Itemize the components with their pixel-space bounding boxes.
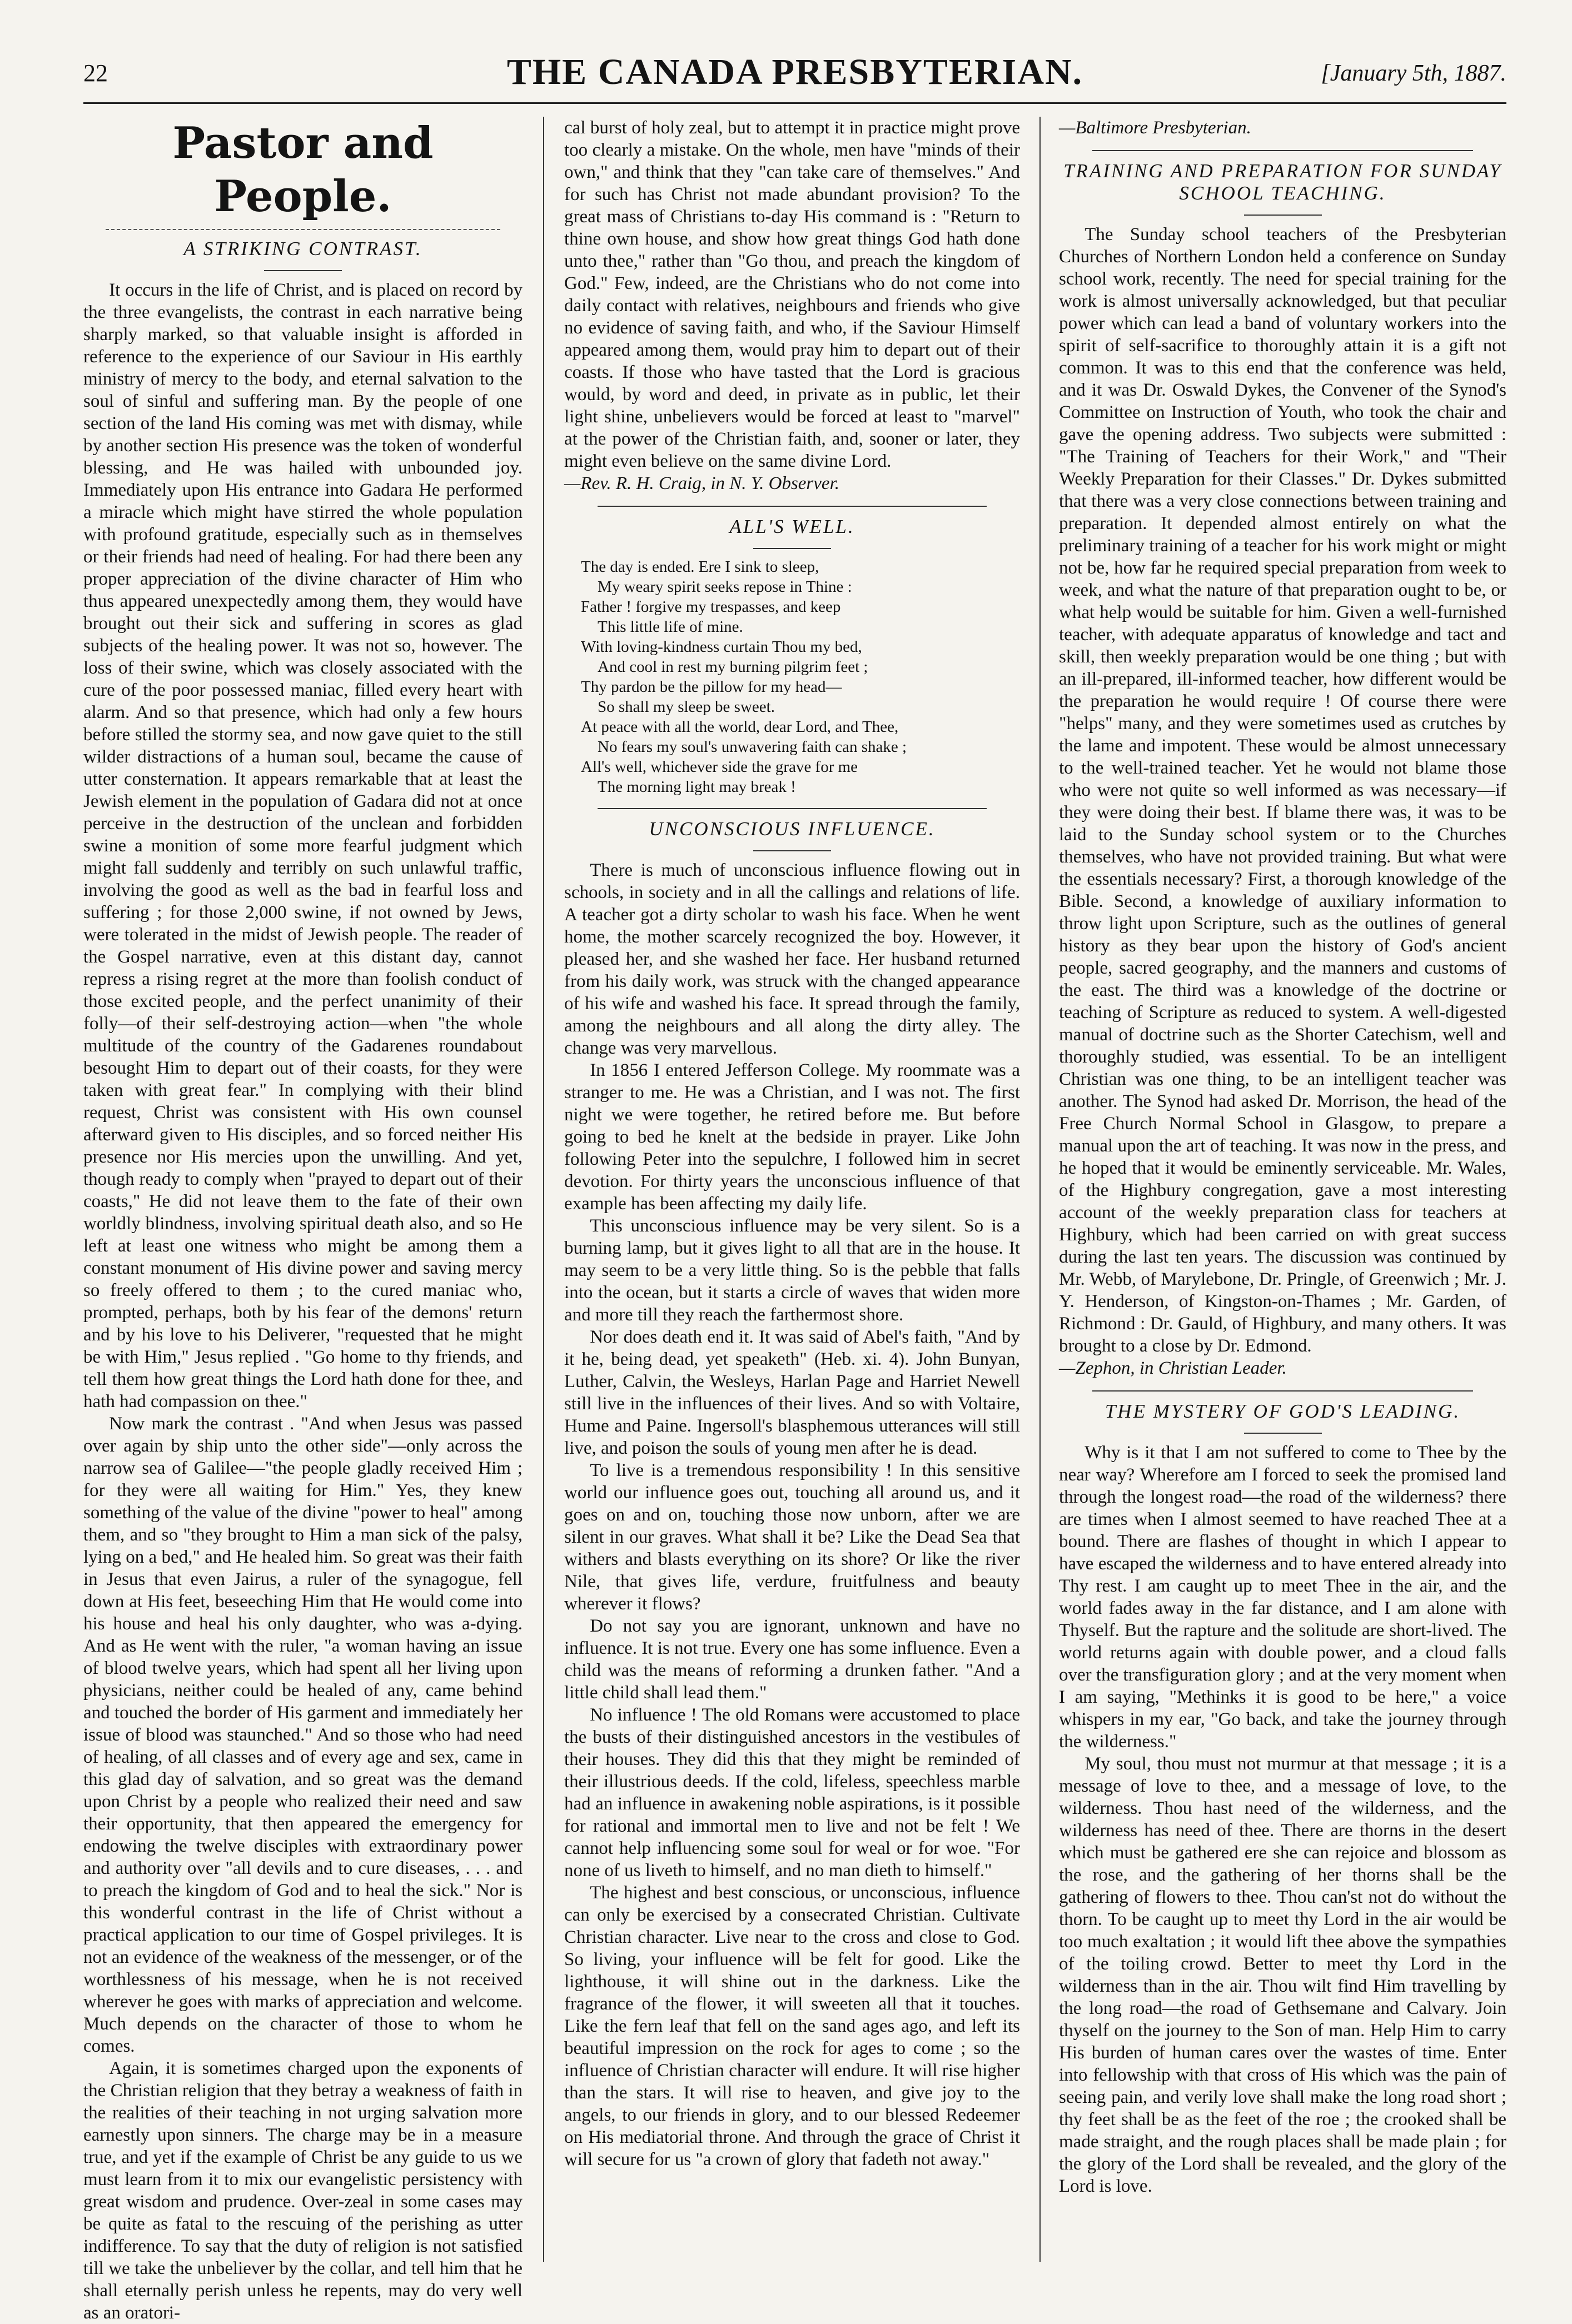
paragraph: My soul, thou must not murmur at that message ; it is a message of love to thee, and a message of love, to the wilderness. Thou hast need of the wilderness, and the wilderness has need of thee. There are thorns in the desert which must be gathered ere she can rejoice and blossom as the rose, and the gathering of her thorns shall be the gathering of flowers to thee. Thou can'st not do without the thorn. To be caught up to meet thy Lord in the air would be too much exaltation ; it would lift thee above the sympathies of the toiling crowd. Better to meet thy Lord in the wilderness than in the air. Thou wilt find Him travelling by the long road—the road of Gethsemane and Calvary. Join thyself on the journey to the Son of man. Help Him to carry His burden of human cares over the wastes of time. Enter into fellowship with that cross of His which was the pain of seeing pain, and verily love shall make the long road short ; thy feet shall be as the feet of the roe ; the crooked shall be made straight, and the rough places shall be made plain ; for the glory of the Lord shall be revealed, and the glory of the Lord is love. xyxy=(1059,1754,1506,2196)
column-3 xyxy=(1059,117,1506,2262)
divider xyxy=(598,808,987,809)
poem-line: At peace with all the world, dear Lord, and Thee, xyxy=(581,718,899,736)
paragraph: It occurs in the life of Christ, and is placed on record by the three evangelists, the contrast in each narrative being sharply marked, so that valuable insight is afforded in reference to the experience of our Saviour in His earthly ministry of mercy to the body, and eternal salvation to the soul of sinful and suffering man. By the people of one section of the land His coming was met with dismay, while by another section His presence was the token of wonderful blessing, and He was hailed with unbounded joy. Immediately upon His entrance into Gadara He performed a miracle which might have stirred the whole population with profound gratitude, especially such as in themselves or their friends had need of healing. For had there been any proper appreciation of the divine character of Him who thus appeared unexpectedly among them, they would have brought out their sick and suffering in scores as glad subjects of the healing power. It was not so, however. The loss of their swine, which was closely associated with the cure of the poor possessed maniac, filled every heart with alarm. And so that presence, which had only a few hours before stilled the stormy sea, and now gave quiet to the still wilder distractions of a human soul, became the cause of utter consternation. It appears remarkable that at least the Jewish element in the population of Gadara did not at once perceive in the destruction of the unclean and forbidden swine a monition of some more fearful judgment which might fall suddenly and terribly on such unlawful traffic, involving the good as well as the bad in fearful loss and suffering ; for those 2,000 swine, if not owned by Jews, were tolerated in the midst of Jewish people. The reader of the Gospel narrative, even at this distant day, cannot repress a rising regret at the more than foolish conduct of those excited people, and the perfect unanimity of their folly—of their self-destroying action—when "the whole multitude of the country of the Gadarenes roundabout besought Him to depart out of their coasts, for they were taken with great fear." In complying with their blind request, Christ was consistent with His own counsel afterward given to His disciples, and so forced neither His presence nor His mercies upon the unwilling. And yet, though ready to comply when "prayed to depart out of their coasts," He did not leave them to the fate of their own worldly blindness, involving spiritual death also, and so He left at least one witness who might be among them a constant monument of His divine power and saving mercy so freely offered to them ; to the cured maniac who, prompted, perhaps, both by his fear of the demons' return and by his love to his Deliverer, "requested that he might be with Him," Jesus replied . "Go home to thy friends, and tell them how great things the Lord hath done for thee, and hath had compassion on thee." xyxy=(83,280,523,1412)
divider xyxy=(1092,1390,1473,1392)
article-title-training: TRAINING AND PREPARATION FOR SUNDAY SCHOOL TEACHING. xyxy=(1063,160,1502,204)
article-title-mystery: THE MYSTERY OF GOD'S LEADING. xyxy=(1105,1400,1461,1422)
poem-line: So shall my sleep be sweet. xyxy=(598,698,775,716)
poem-line: All's well, whichever side the grave for me xyxy=(581,758,858,776)
column-rule xyxy=(1039,117,1041,2262)
paragraph: Now mark the contrast . "And when Jesus was passed over again by ship unto the other side"—only across the narrow sea of Galilee—"the people gladly received Him ; for they were all waiting for Him." Yes, they knew something of the value of the divine "power to heal" among them, and so "they brought to Him a man sick of the palsy, lying on a bed," and He healed him. So great was their faith in Jesus that even Jairus, a ruler of the synagogue, fell down at His feet, beseeching Him that He would come into his house and heal his only daughter, who was a-dying. And as He went with the ruler, "a woman having an issue of blood twelve years, which had spent all her living upon physicians, neither could be healed of any, came behind and touched the border of His garment and immediately her issue of blood was staunched." And so those who had need of healing, of all classes and of every age and sex, came in this glad day of salvation, and so great was the demand upon Christ by a people who realized their need and saw their opportunity, that then appeared the emergency for endowing the twelve disciples with extraordinary power and authority over "all devils and to cure diseases, . . . and to preach the kingdom of God and to heal the sick." Nor is this wonderful contrast in the life of Christ without a practical application to our time of Gospel privileges. It is not an evidence of the weakness of the messenger, or of the worthlessness of his message, when he is not received wherever he goes with marks of appreciation and welcome. Much depends on the character of those to whom he comes. xyxy=(83,1414,523,2056)
paragraph: cal burst of holy zeal, but to attempt it in practice might prove too clearly a mistake. On the whole, men have "minds of their own," and think that they "can take care of themselves." And for such has Christ not made abundant provision? To the great mass of Christians to-day His command is : "Return to thine own house, and show how great things God hath done unto thee," rather than "Go thou, and preach the kingdom of God." Few, indeed, are the Christians who do not come into daily contact with relatives, neighbours and friends who give no evidence of saving faith, and who, if the Saviour Himself appeared among them, would pray him to depart out of their coasts. If those who have tasted that the Lord is gracious would, by word and deed, in private as in public, let their light shine, unbelievers would be forced at least to "marvel" at the power of the Christian faith, and, sooner or later, they might even believe on the same divine Lord. xyxy=(564,118,1020,471)
poem-line: And cool in rest my burning pilgrim feet ; xyxy=(598,658,868,676)
paragraph: To live is a tremendous responsibility ! In this sensitive world our influence goes out, touching all around us, and it goes on and on, touching those now unborn, after we are silent in our graves. What shall it be? Like the Dead Sea that withers and blasts everything on its shore? Or like the river Nile, that gives life, verdure, fruitfulness and beauty wherever it flows? xyxy=(564,1460,1020,1614)
divider xyxy=(1244,1433,1322,1434)
divider xyxy=(753,850,831,851)
poem-line: The morning light may break ! xyxy=(598,778,796,796)
column-2 xyxy=(564,117,1020,2262)
paragraph: The Sunday school teachers of the Presbyterian Churches of Northern London held a conference on Sunday school work, recently. The need for special training for the work is almost universally acknowledged, but that peculiar power which can lead a band of voluntary workers into the spirit of self-sacrifice to thoroughly attain it is a gift not common. It was to this end that the conference was held, and it was Dr. Oswald Dykes, the Convener of the Synod's Committee on Instruction of Youth, who took the chair and gave the opening address. Two subjects were submitted : "The Training of Teachers for their Work," and "Their Weekly Preparation for their Classes." Dr. Dykes submitted that there was a very close connections between training and preparation. It depended almost entirely on what the preliminary training of a teacher for his work might or might not be, how far he required special preparation from week to week, and what the nature of that preparation ought to be, or what help would be suitable for him. Given a well-furnished teacher, with adequate apparatus of knowledge and tact and skill, then weekly preparation would be one thing ; but with an ill-prepared, ill-informed teacher, how different would be the preparation he would require ! Of course there were "helps" many, and they were sometimes used as crutches by the lame and impotent. These would be almost unnecessary to the well-trained teacher. Yet he would not blame those who were not quite so well informed as was necessary—if they were doing their best. If blame there was, it was to be laid to the Sunday school system or to the Churches themselves, who have not provided training. But what were the essentials necessary? First, a thorough knowledge of the Bible. Second, a knowledge of auxiliary information to throw light upon Scripture, such as the outlines of general history as they bear upon the history of God's ancient people, sacred geography, and the manners and customs of the east. The third was a knowledge of the doctrine or teaching of Scripture as reduced to system. A well-digested manual of doctrine such as the Shorter Catechism, well and thoroughly studied, was essential. To be an intelligent Christian was one thing, to be an intelligent teacher was another. The Synod had asked Dr. Morrison, the head of the Free Church Normal School in Glasgow, to prepare a manual upon the art of teaching. It was now in the press, and he hoped that it would be eminently serviceable. Mr. Wales, of the Highbury congregation, gave a most interesting account of the weekly preparation class for teachers at Highbury, which had been carried on with great success during the last ten years. The discussion was continued by Mr. Webb, of Marylebone, Dr. Pringle, of Greenwich ; Mr. J. Y. Henderson, of Kingston-on-Thames ; Mr. Garden, of Richmond : Dr. Gauld, of Highbury, and many others. It was brought to a close by Dr. Edmond. xyxy=(1059,225,1506,1356)
poem-line: Thy pardon be the pillow for my head— xyxy=(581,678,842,696)
paragraph: Do not say you are ignorant, unknown and have no influence. It is not true. Every one has some influence. Even a child was the means of reforming a drunken father. "And a little child shall lead them." xyxy=(564,1616,1020,1703)
byline: —Baltimore Presbyterian. xyxy=(1059,118,1251,138)
column-1 xyxy=(83,117,523,2323)
poem-line: With loving-kindness curtain Thou my bed, xyxy=(581,638,862,656)
divider xyxy=(753,548,831,549)
masthead xyxy=(83,51,1506,104)
section-title: Pastor and People. xyxy=(172,118,434,222)
paragraph: The highest and best conscious, or unconscious, influence can only be exercised by a consecrated Christian. Cultivate Christian character. Live near to the cross and close to God. So living, your influence will be felt for good. Like the lighthouse, it will shine out in the darkness. Like the fragrance of the flower, it will sweeten all that it touches. Like the fern leaf that fell on the sand ages ago, and left its beautiful impression on the rock for ages to come ; so the influence of Christian character will endure. It will rise higher than the stars. It will rise to heaven, and give joy to the angels, to our friends in glory, and to our blessed Redeemer on His mediatorial throne. And through the grace of Christ it will secure for us "a crown of glory that fadeth not away." xyxy=(564,1883,1020,2170)
paragraph: Why is it that I am not suffered to come to Thee by the near way? Wherefore am I forced to seek the promised land through the longest road—the road of the wilderness? there are times when I almost seemed to have reached Thee at a bound. There are flashes of thought in which I appear to have escaped the wilderness and to have entered already into Thy rest. I am caught up to meet Thee in the air, and the world fades away in the far distance, and I am alone with Thyself. But the rapture and the solitude are short-lived. The world returns again with double power, and a cloud falls over the transfiguration glory ; and at the very moment when I am saying, "Methinks it is good to be here," a voice whispers in my ear, "Go back, and take the journey through the wilderness." xyxy=(1059,1443,1506,1752)
divider xyxy=(264,270,342,271)
article-title-alls-well: ALL'S WELL. xyxy=(729,516,855,537)
paragraph: No influence ! The old Romans were accustomed to place the busts of their distinguished ancestors in the vestibules of their houses. They did this that they might be reminded of their illustrious deeds. If the cold, lifeless, speechless marble had an influence in awakening noble aspirations, is it possible for rational and immortal men to live and not be felt ! We cannot help influencing some soul for weal or for woe. "For none of us liveth to himself, and no man dieth to himself." xyxy=(564,1705,1020,1881)
divider xyxy=(1092,150,1473,151)
paragraph: Again, it is sometimes charged upon the exponents of the Christian religion that they betray a weakness of faith in the realities of their teaching in not urging salvation more earnestly upon sinners. The charge may be in a measure true, and yet if the example of Christ be any guide to us we must learn from it to mix our evangelistic persistency with great wisdom and prudence. Over-zeal in some cases may be quite as fatal to the rescuing of the perishing as utter indifference. To say that the duty of religion is not satisfied till we take the unbeliever by the collar, and tell him that he shall eternally perish unless he repents, may do very well as an oratori- xyxy=(83,2058,523,2323)
poem-line: The day is ended. Ere I sink to sleep, xyxy=(581,558,819,576)
paragraph: Nor does death end it. It was said of Abel's faith, "And by it he, being dead, yet speaketh" (Heb. xi. 4). John Bunyan, Luther, Calvin, the Wesleys, Harlan Page and Harriet Newell still live in the influences of their lives. And so with Voltaire, Hume and Paine. Ingersoll's blasphemous utterances will still live, and poison the souls of young men after he is dead. xyxy=(564,1327,1020,1458)
paragraph: In 1856 I entered Jefferson College. My roommate was a stranger to me. He was a Christian, and I was not. The first night we were together, he retired before me. But before going to bed he knelt at the bedside in prayer. Like John following Peter into the sepulchre, I followed him in secret devotion. For thirty years the unconscious influence of that example has been affecting my daily life. xyxy=(564,1060,1020,1214)
divider xyxy=(598,506,987,507)
issue-date: [January 5th, 1887. xyxy=(1321,61,1506,86)
paragraph: This unconscious influence may be very silent. So is a burning lamp, but it gives light to all that are in the house. It may seem to be a very little thing. So is the pebble that falls into the ocean, but it starts a circle of waves that widen more and more till they reach the farthermost shore. xyxy=(564,1216,1020,1325)
newspaper-title: THE CANADA PRESBYTERIAN. xyxy=(506,52,1083,92)
poem-line: My weary spirit seeks repose in Thine : xyxy=(598,578,852,596)
poem-line: Father ! forgive my trespasses, and keep xyxy=(581,598,841,616)
poem-line: No fears my soul's unwavering faith can shake ; xyxy=(598,738,907,756)
divider xyxy=(1244,215,1322,216)
paragraph: There is much of unconscious influence flowing out in schools, in society and in all the callings and relations of life. A teacher got a dirty scholar to wash his face. When he went home, the mother scarcely recognized the boy. However, it pleased her, and she washed her face. Her husband returned from his daily work, was struck with the changed appearance of his wife and washed his face. It spread through the family, among the neighbours and all along the dirty alley. The change was very marvellous. xyxy=(564,860,1020,1058)
byline: —Rev. R. H. Craig, in N. Y. Observer. xyxy=(564,473,839,493)
byline: —Zephon, in Christian Leader. xyxy=(1059,1358,1287,1378)
column-rule xyxy=(543,117,544,2262)
divider xyxy=(106,229,500,230)
article-title-unconscious-influence: UNCONSCIOUS INFLUENCE. xyxy=(649,818,936,840)
poem-line: This little life of mine. xyxy=(598,618,743,636)
page-number: 22 xyxy=(83,59,108,87)
poem xyxy=(581,557,1020,797)
article-title-striking-contrast: A STRIKING CONTRAST. xyxy=(183,238,422,260)
